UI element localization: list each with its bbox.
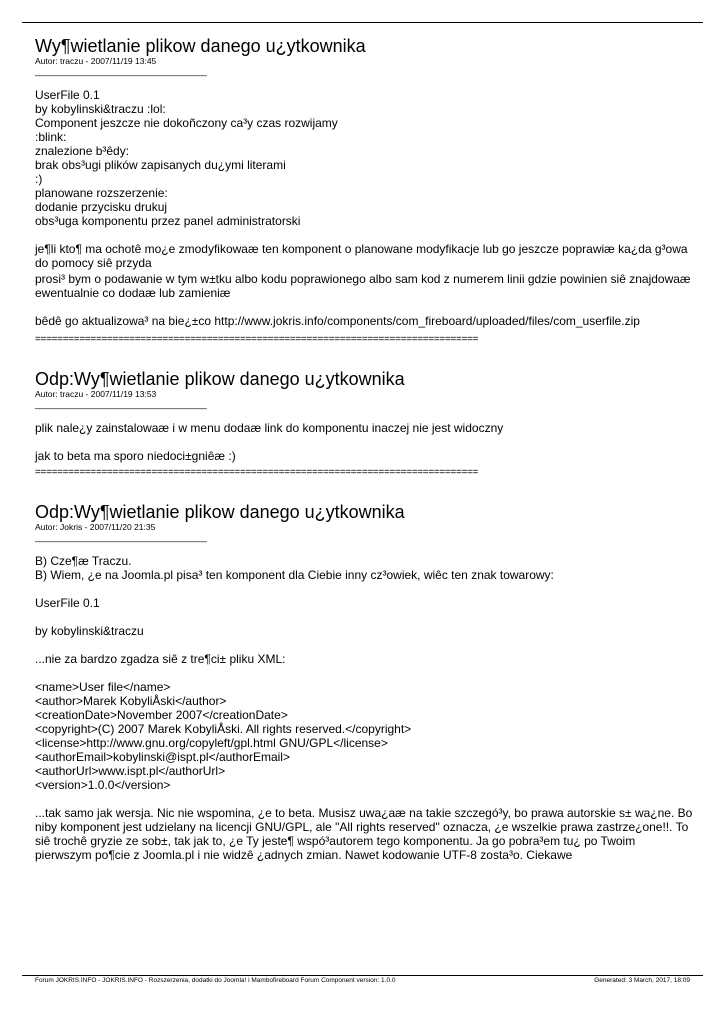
- post-paragraph: by kobylinski&traczu: [35, 624, 144, 638]
- page-top-rule: [22, 22, 703, 23]
- post-body: [35, 421, 695, 463]
- post-underline: ______________________________________: [35, 532, 207, 542]
- post-body: [35, 88, 695, 328]
- post-title: Odp:Wy¶wietlanie plikow danego u¿ytkownika: [35, 369, 405, 389]
- post-paragraph: bêdê go aktualizowa³ na bie¿±co http://www.jokris.info/components/com_fireboard/uploaded/files/com_userfile.zip: [35, 314, 640, 328]
- post-paragraph: UserFile 0.1 by kobylinski&traczu :lol:: [35, 88, 166, 116]
- forum-post: [35, 502, 695, 862]
- post-paragraph: <name>User file</name> <author>Marek KobyliÅski</author> <creationDate>November 2007</creationDate> <copyright>(C) 2007 Marek KobyliÅski. All rights reserved.</copyright> <license>http://www.gnu.org/copyleft/gpl.html GNU/GPL</license> <authorEmail>kobylinski@ispt.pl</authorEmail> <authorUrl>www.ispt.pl</authorUrl> <version>1.0.0</version>: [35, 680, 412, 792]
- post-paragraph: B) Cze¶æ Traczu. B) Wiem, ¿e na Joomla.pl pisa³ ten komponent dla Ciebie inny cz³owiek, wiêc ten znak towarowy:: [35, 554, 554, 582]
- footer-source: Forum JOKRIS.INFO - JOKRIS.INFO - Rozszerzenia, dodatki do Joomla! i Mambofireboard Forum Component version: 1.0.0: [35, 977, 396, 984]
- post-underline: ______________________________________: [35, 66, 207, 76]
- footer-generated: Generated: 3 March, 2017, 18:09: [594, 977, 690, 984]
- post-body: [35, 554, 695, 862]
- forum-post: [35, 36, 695, 346]
- post-title: Wy¶wietlanie plikow danego u¿ytkownika: [35, 36, 366, 56]
- post-paragraph: jak to beta ma sporo niedoci±gniêæ :): [35, 449, 236, 463]
- post-author-date: Autor: traczu - 2007/11/19 13:53: [35, 389, 157, 399]
- post-paragraph: UserFile 0.1: [35, 596, 100, 610]
- post-separator: ================================================================================: [35, 334, 479, 345]
- post-paragraph: ...tak samo jak wersja. Nic nie wspomina, ¿e to beta. Musisz uwa¿aæ na takie szczegó³y, bo prawa autorskie s± wa¿ne. Bo niby komponent jest udzielany na licencji GNU/GPL, ale "All rights reserved" oznacza, ¿e wszelkie prawa zastrze¿one!!. To siê trochê gryzie ze sob±, tak jak to, ¿e Ty jeste¶ wspó³autorem tego komponentu. Ja go pobra³em tu¿ po Twoim pierwszym po¶cie z Joomla.pl i nie widzê ¿adnych zmian. Nawet kodowanie UTF-8 zosta³o. Ciekawe: [35, 806, 696, 862]
- post-paragraph: plik nale¿y zainstalowaæ i w menu dodaæ link do komponentu inaczej nie jest widoczny: [35, 421, 504, 435]
- post-underline: ______________________________________: [35, 399, 207, 409]
- post-author-date: Autor: Jokris - 2007/11/20 21:35: [35, 522, 156, 532]
- post-paragraph: prosi³ bym o podawanie w tym w±tku albo kodu poprawionego albo sam kod z numerem linii gdzie powinien siê znajdowaæ ewentualnie co dodaæ lub zamieniæ: [35, 272, 694, 300]
- post-author-date: Autor: traczu - 2007/11/19 13:45: [35, 56, 157, 66]
- post-separator: ================================================================================: [35, 467, 479, 478]
- post-paragraph: ...nie za bardzo zgadza siê z tre¶ci± pliku XML:: [35, 652, 286, 666]
- post-paragraph: Component jeszcze nie dokoñczony ca³y czas rozwijamy :blink: znalezione b³êdy: brak obs³ugi plików zapisanych du¿ymi literami :) planowane rozszerzenie: dodanie przycisku drukuj obs³uga komponentu przez panel administratorski: [35, 116, 338, 228]
- post-paragraph: je¶li kto¶ ma ochotê mo¿e zmodyfikowaæ ten komponent o planowane modyfikacje lub go jeszcze poprawiæ ka¿da g³owa do pomocy siê przyda: [35, 242, 691, 270]
- forum-post: [35, 369, 695, 479]
- page-bottom-rule: [22, 975, 703, 976]
- forum-thread: [35, 36, 695, 862]
- post-title: Odp:Wy¶wietlanie plikow danego u¿ytkownika: [35, 502, 405, 522]
